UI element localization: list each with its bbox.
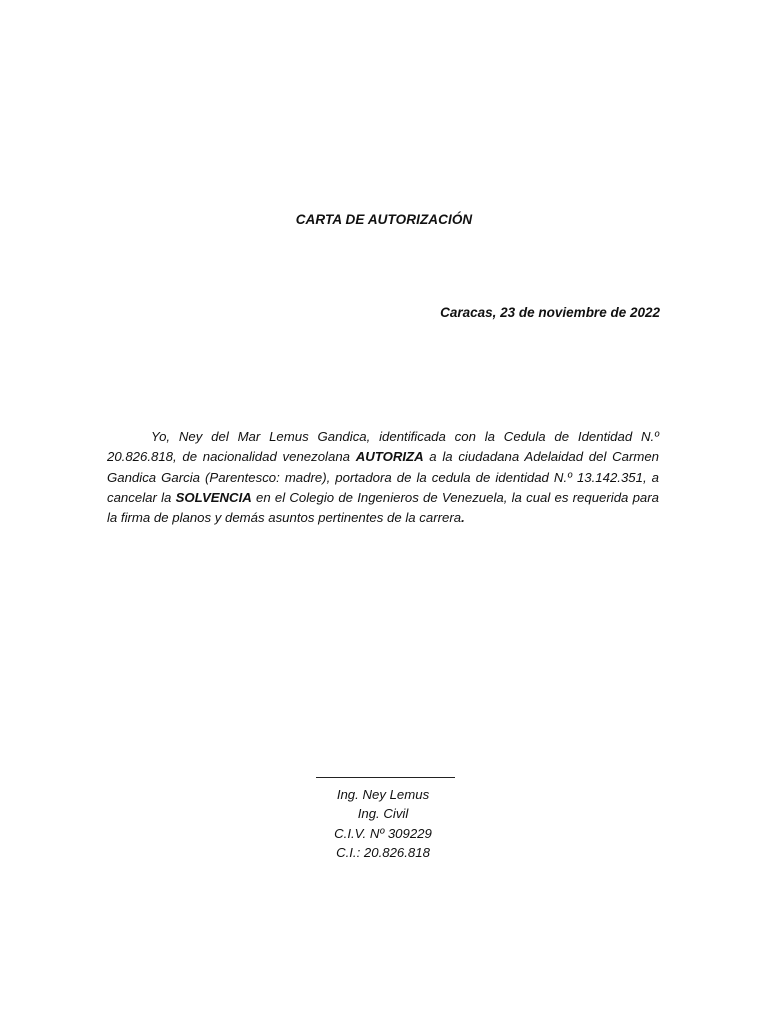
- solvency-keyword: SOLVENCIA: [175, 489, 252, 505]
- paragraph-text-2: a la ciudadana Adelaidad del Carmen Gandica Garcia (Parentesco: madre), portadora de la cedula de identidad N.º 13.142.351, a cancelar la: [107, 449, 659, 505]
- paragraph-text-1: Yo, Ney del Mar Lemus Gandica, identificada con la Cedula de Identidad N.º 20.826.818, de nacionalidad venezolana: [107, 429, 659, 465]
- signature-block: [283, 785, 483, 862]
- date-line: Caracas, 23 de noviembre de 2022: [440, 305, 660, 320]
- document-title: CARTA DE AUTORIZACIÓN: [295, 212, 473, 227]
- signer-civ-number: C.I.V. Nº 309229: [334, 825, 432, 841]
- authorization-paragraph: [107, 427, 659, 528]
- signer-profession: Ing. Civil: [357, 806, 409, 822]
- paragraph-end: .: [461, 510, 465, 526]
- authorizes-keyword: AUTORIZA: [355, 449, 424, 465]
- signer-id-number: C.I.: 20.826.818: [336, 844, 430, 860]
- signature-line: [316, 777, 455, 778]
- paragraph-text-3: en el Colegio de Ingenieros de Venezuela, la cual es requerida para la firma de planos y demás asuntos pertinentes de la carrera: [107, 489, 659, 526]
- signer-name: Ing. Ney Lemus: [336, 787, 430, 802]
